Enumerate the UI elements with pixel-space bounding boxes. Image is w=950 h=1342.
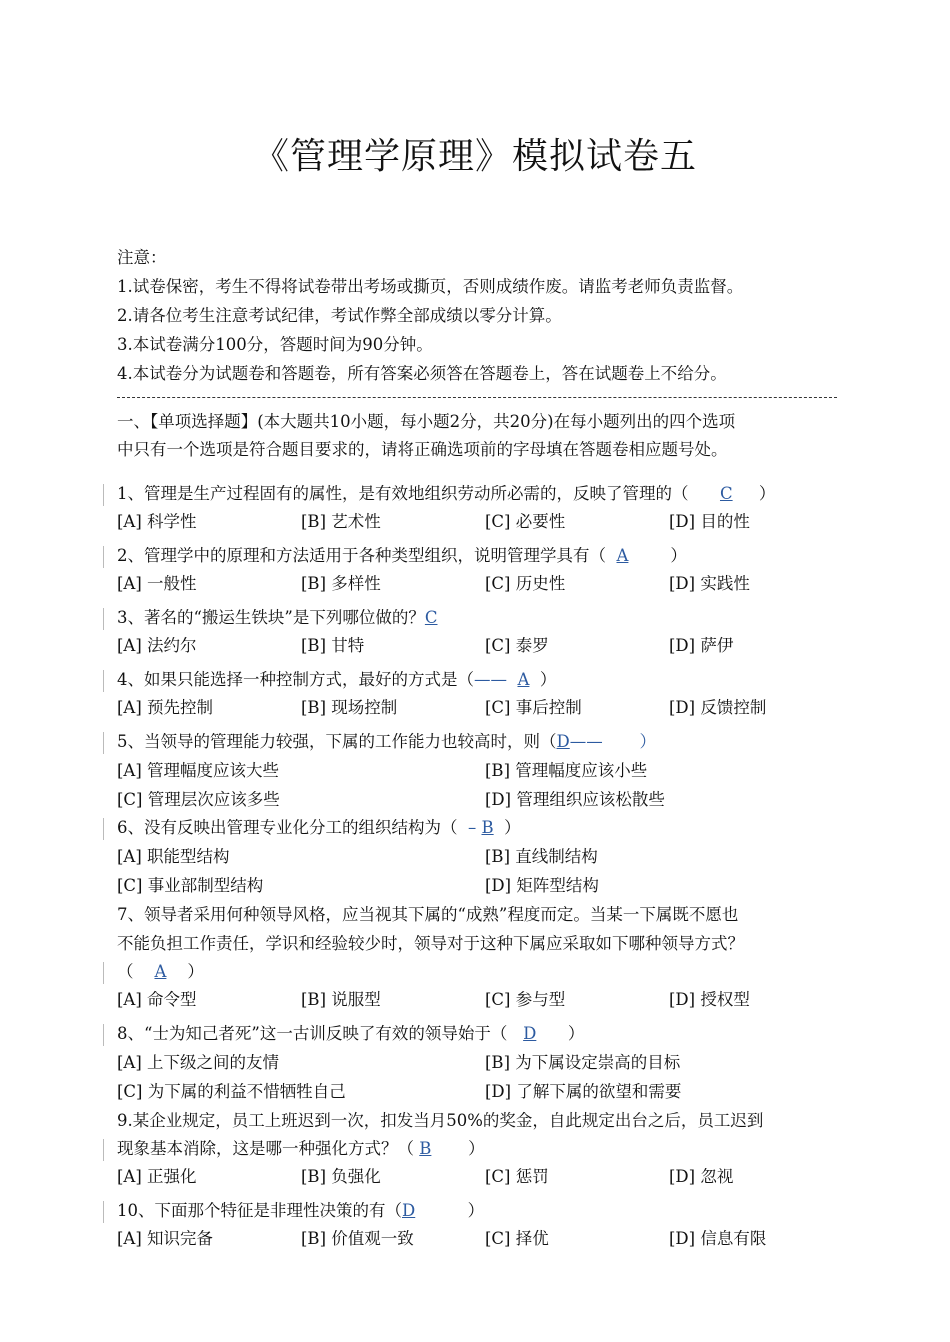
question-stem: 8、“士为知己者死”这一古训反映了有效的领导始于（ D ） (117, 1024, 585, 1043)
question-stem: 10、下面那个特征是非理性决策的有（D ） (117, 1201, 485, 1220)
option-a: [A] 上下级之间的友情 (117, 1053, 280, 1072)
notes (117, 243, 837, 388)
option-d: [D] 矩阵型结构 (485, 876, 599, 895)
section-line: 一、【单项选择题】(本大题共10小题，每小题2分，共20分)在每小题列出的四个选项 (117, 412, 736, 431)
options-row (117, 632, 839, 660)
option-a: [A] 命令型 (117, 990, 197, 1009)
option-b: [B] 艺术性 (301, 512, 381, 531)
answer-mark: B (481, 818, 494, 837)
option-c: [C] 历史性 (485, 574, 566, 593)
answer-mark: D (402, 1201, 416, 1220)
note-item: 3.本试卷满分100分，答题时间为90分钟。 (117, 335, 433, 354)
option-a: [A] 科学性 (117, 512, 197, 531)
option-b: [B] 甘特 (301, 636, 365, 655)
option-a: [A] 职能型结构 (117, 847, 230, 866)
question-stem: 6、没有反映出管理专业化分工的组织结构为（ – B ） (117, 818, 521, 837)
option-c: [C] 事业部制型结构 (117, 876, 264, 895)
question-1 (117, 480, 839, 536)
options-row (117, 570, 839, 598)
answer-mark: D (523, 1024, 537, 1043)
option-a: [A] 预先控制 (117, 698, 214, 717)
option-d: [D] 目的性 (669, 512, 750, 531)
question-stem: 不能负担工作责任，学识和经验较少时，领导对于这种下属应采取如下哪种领导方式？ (117, 934, 744, 953)
question-stem: 1、管理是生产过程固有的属性，是有效地组织劳动所必需的，反映了管理的（ C ） (117, 484, 776, 503)
option-d: [D] 忽视 (669, 1167, 734, 1186)
dashed-divider (117, 397, 837, 398)
option-b: [B] 管理幅度应该小些 (485, 761, 648, 780)
margin-mark (103, 1024, 104, 1046)
option-c: [C] 泰罗 (485, 636, 549, 655)
section-line: 中只有一个选项是符合题目要求的，请将正确选项前的字母填在答题卷相应题号处。 (117, 440, 728, 459)
option-d: [D] 管理组织应该松散些 (485, 790, 665, 809)
margin-mark (103, 962, 104, 984)
option-b: [B] 负强化 (301, 1167, 381, 1186)
option-d: [D] 反馈控制 (669, 698, 767, 717)
question-stem: 2、管理学中的原理和方法适用于各种类型组织，说明管理学具有（ A ） (117, 546, 687, 565)
note-item: 2.请各位考生注意考试纪律，考试作弊全部成绩以零分计算。 (117, 306, 562, 325)
question-5 (117, 728, 839, 814)
option-a: [A] 知识完备 (117, 1229, 214, 1248)
option-c: [C] 为下属的利益不惜牺牲自己 (117, 1082, 346, 1101)
answer-mark: B (419, 1139, 432, 1158)
answer-mark: A (616, 546, 629, 565)
option-a: [A] 管理幅度应该大些 (117, 761, 280, 780)
answer-mark: C (424, 608, 438, 627)
option-c: [C] 惩罚 (485, 1167, 549, 1186)
option-a: [A] 正强化 (117, 1167, 197, 1186)
margin-mark (103, 608, 104, 630)
option-c: [C] 管理层次应该多些 (117, 790, 280, 809)
margin-mark (103, 818, 104, 840)
question-7 (117, 900, 839, 1014)
answer-mark: C (719, 484, 733, 503)
options-row (117, 1163, 839, 1191)
section-instructions (117, 408, 839, 464)
options-row (117, 871, 839, 900)
page-title: 《管理学原理》模拟试卷五 (252, 136, 697, 177)
question-stem: 5、当领导的管理能力较强，下属的工作能力也较高时，则（D—— ） (117, 732, 656, 751)
question-stem: 7、领导者采用何种领导风格，应当视其下属的“成熟”程度而定。当某一下属既不愿也 (117, 905, 739, 924)
margin-mark (103, 732, 104, 754)
margin-mark (103, 1139, 104, 1161)
note-item: 4.本试卷分为试题卷和答题卷，所有答案必须答在答题卷上，答在试题卷上不给分。 (117, 364, 727, 383)
option-d: [D] 萨伊 (669, 636, 734, 655)
question-stem: 3、著名的“搬运生铁块”是下列哪位做的？C (117, 608, 438, 627)
option-c: [C] 择优 (485, 1229, 549, 1248)
question-list (117, 480, 839, 1253)
option-b: [B] 为下属设定崇高的目标 (485, 1053, 681, 1072)
question-8 (117, 1020, 839, 1106)
question-stem: 9.某企业规定，员工上班迟到一次，扣发当月50%的奖金，自此规定出台之后，员工迟到 (117, 1111, 764, 1130)
options-row (117, 986, 839, 1014)
option-c: [C] 参与型 (485, 990, 566, 1009)
answer-mark: A (154, 962, 167, 981)
question-3 (117, 604, 839, 660)
question-stem: 4、如果只能选择一种控制方式，最好的方式是（—— A ） (117, 670, 557, 689)
options-row (117, 508, 839, 536)
question-stem: （ A ） (117, 962, 204, 981)
option-c: [C] 必要性 (485, 512, 566, 531)
option-d: [D] 了解下属的欲望和需要 (485, 1082, 682, 1101)
option-b: [B] 现场控制 (301, 698, 398, 717)
question-2 (117, 542, 839, 598)
question-10 (117, 1197, 839, 1253)
option-d: [D] 信息有限 (669, 1229, 767, 1248)
answer-mark: D (556, 732, 570, 751)
margin-mark (103, 484, 104, 506)
margin-mark (103, 546, 104, 568)
option-b: [B] 直线制结构 (485, 847, 598, 866)
answer-mark: A (517, 670, 530, 689)
option-c: [C] 事后控制 (485, 698, 582, 717)
option-d: [D] 授权型 (669, 990, 750, 1009)
options-row (117, 1225, 839, 1253)
options-row (117, 1048, 839, 1077)
option-b: [B] 多样性 (301, 574, 381, 593)
option-a: [A] 一般性 (117, 574, 197, 593)
notes-heading: 注意： (117, 248, 167, 267)
options-row (117, 785, 839, 814)
question-4 (117, 666, 839, 722)
options-row (117, 842, 839, 871)
note-item: 1.试卷保密，考生不得将试卷带出考场或撕页，否则成绩作废。请监考老师负责监督。 (117, 277, 744, 296)
options-row (117, 756, 839, 785)
question-9 (117, 1106, 839, 1191)
question-stem: 现象基本消除，这是哪一种强化方式？（ B ） (117, 1139, 485, 1158)
margin-mark (103, 1201, 104, 1223)
question-6 (117, 814, 839, 900)
margin-mark (103, 670, 104, 692)
option-d: [D] 实践性 (669, 574, 750, 593)
option-a: [A] 法约尔 (117, 636, 197, 655)
options-row (117, 1077, 839, 1106)
option-b: [B] 价值观一致 (301, 1229, 414, 1248)
options-row (117, 694, 839, 722)
option-b: [B] 说服型 (301, 990, 381, 1009)
